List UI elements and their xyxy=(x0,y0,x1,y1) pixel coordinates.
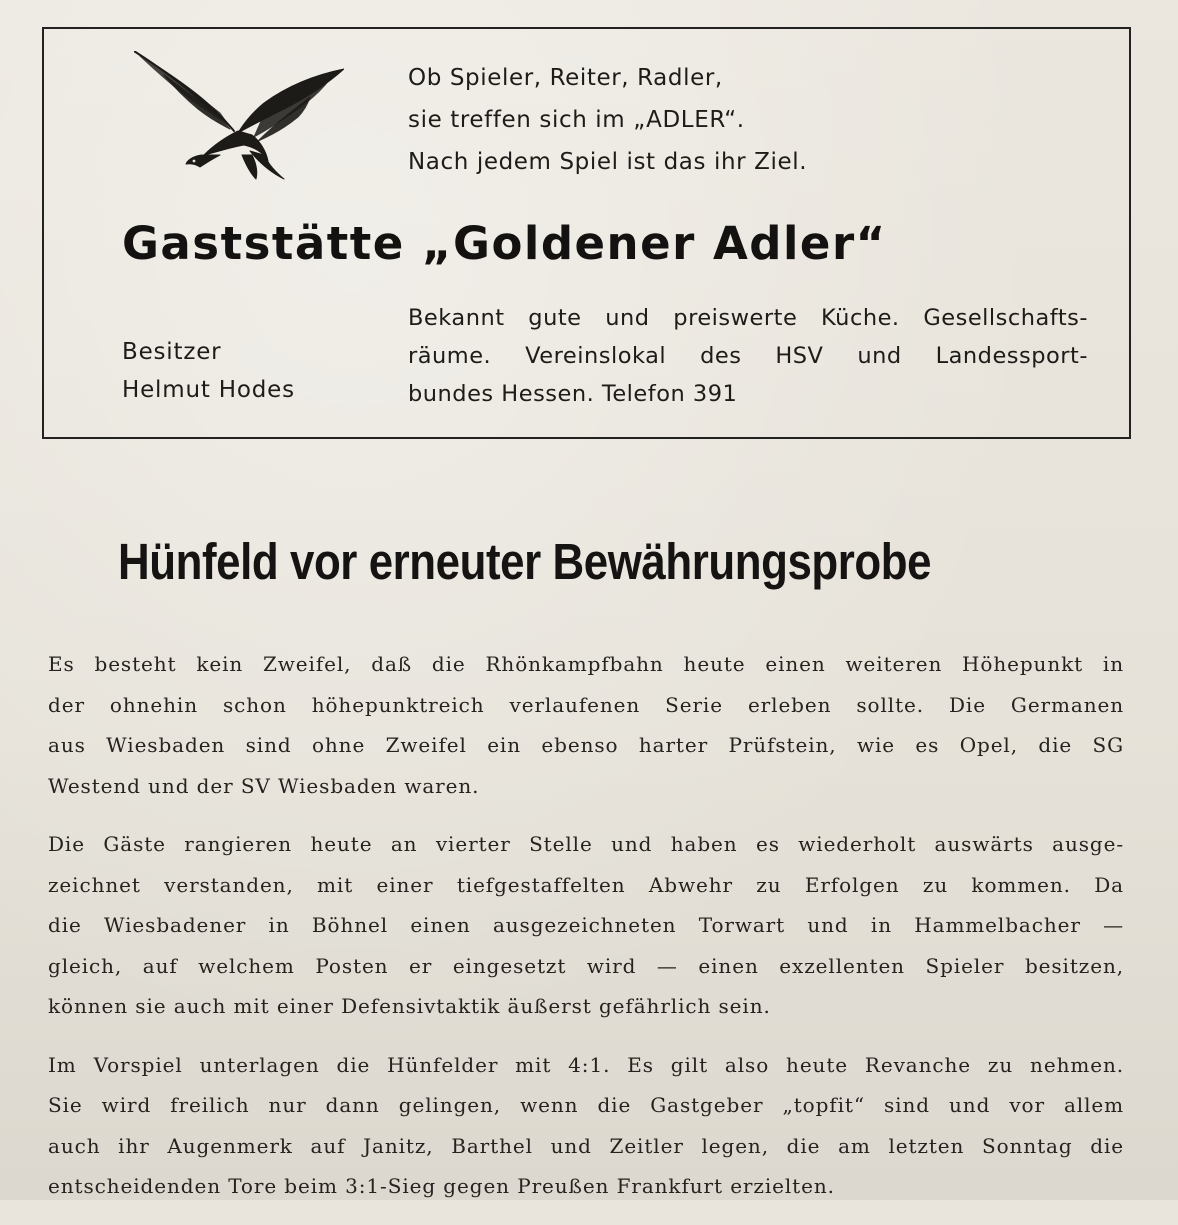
text-line: auch ihr Augenmerk auf Janitz, Barthel und Zeitler legen, die am letzten Sonntag die xyxy=(48,1133,1124,1158)
owner-label: Besitzer xyxy=(122,339,222,365)
ad-description-line: räume. Vereinslokal des HSV und Landessport- xyxy=(408,343,1088,369)
text-line: zeichnet verstanden, mit einer tiefgestaffelten Abwehr zu Erfolgen zu kommen. Da xyxy=(48,872,1124,897)
text-line: Im Vorspiel unterlagen die Hünfelder mit 4:1. Es gilt also heute Revanche zu nehmen. xyxy=(48,1052,1124,1077)
owner-name: Helmut Hodes xyxy=(122,377,295,403)
text-line: die Wiesbadener in Böhnel einen ausgezeichneten Torwart und in Hammelbacher — xyxy=(48,913,1124,937)
text-line: Die Gäste rangieren heute an vierter Stelle und haben es wiederholt auswärts ausge- xyxy=(48,832,1124,856)
article-body xyxy=(48,644,1124,1225)
article-paragraph xyxy=(48,644,1124,806)
ad-description-line: bundes Hessen. Telefon 391 xyxy=(408,381,738,407)
eagle-icon xyxy=(134,51,344,181)
ad-description-line: Bekannt gute und preiswerte Küche. Gesellschafts- xyxy=(408,305,1088,331)
article-headline: Hünfeld vor erneuter Bewährungsprobe xyxy=(118,533,932,590)
text-line: Westend und der SV Wiesbaden waren. xyxy=(48,773,480,798)
article-paragraph xyxy=(48,824,1124,1027)
slogan-line: Nach jedem Spiel ist das ihr Ziel. xyxy=(408,149,808,175)
text-line: gleich, auf welchem Posten er eingesetzt wird — einen exzellenten Spieler besitzen, xyxy=(48,953,1124,978)
ad-owner xyxy=(122,333,295,409)
ad-description xyxy=(408,299,1088,413)
text-line: Sie wird freilich nur dann gelingen, wenn die Gastgeber „topfit“ sind und vor allem xyxy=(48,1093,1124,1117)
text-line: Es besteht kein Zweifel, daß die Rhönkampfbahn heute einen weiteren Höhepunkt in xyxy=(48,652,1124,676)
article-paragraph xyxy=(48,1045,1124,1207)
slogan-line: Ob Spieler, Reiter, Radler, xyxy=(408,65,723,91)
text-line: können sie auch mit einer Defensivtaktik äußerst gefährlich sein. xyxy=(48,994,771,1018)
text-line: entscheidenden Tore beim 3:1-Sieg gegen Preußen Frankfurt erzielten. xyxy=(48,1174,835,1198)
text-line: der ohnehin schon höhepunktreich verlaufenen Serie erleben sollte. Die Germanen xyxy=(48,692,1124,717)
ad-title: Gaststätte „Goldener Adler“ xyxy=(122,217,887,270)
slogan-line: sie treffen sich im „ADLER“. xyxy=(408,107,745,133)
ad-slogan xyxy=(408,57,807,183)
advertisement-box xyxy=(42,27,1131,439)
text-line: aus Wiesbaden sind ohne Zweifel ein ebenso harter Prüfstein, wie es Opel, die SG xyxy=(48,733,1124,757)
